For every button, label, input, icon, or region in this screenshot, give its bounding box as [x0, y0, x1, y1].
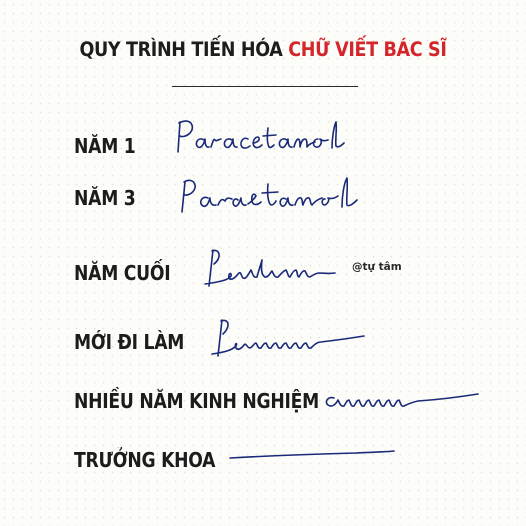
handwriting-sample-year-3 — [172, 168, 382, 224]
watermark: @tự tâm — [352, 261, 402, 273]
title-underline — [172, 86, 358, 87]
stage-label-final-year: NĂM CUỐI — [74, 261, 171, 285]
title-main: QUY TRÌNH TIẾN HÓA — [79, 38, 283, 61]
stage-label-year-1: NĂM 1 — [74, 134, 136, 158]
handwriting-sample-year-1 — [166, 110, 366, 166]
handwriting-sample-head-of-department — [226, 440, 402, 470]
stage-label-head-of-department: TRƯỞNG KHOA — [74, 448, 216, 472]
title-accent: CHỮ VIẾT BÁC SĨ — [288, 38, 447, 61]
stage-label-year-3: NĂM 3 — [74, 186, 136, 210]
stage-label-experienced: NHIỀU NĂM KINH NGHIỆM — [74, 389, 319, 413]
handwriting-sample-experienced — [318, 378, 488, 418]
stage-label-new-doctor: MỚI ĐI LÀM — [74, 330, 185, 354]
handwriting-sample-final-year — [195, 240, 355, 296]
page-title — [26, 38, 499, 61]
handwriting-sample-new-doctor — [206, 308, 376, 368]
